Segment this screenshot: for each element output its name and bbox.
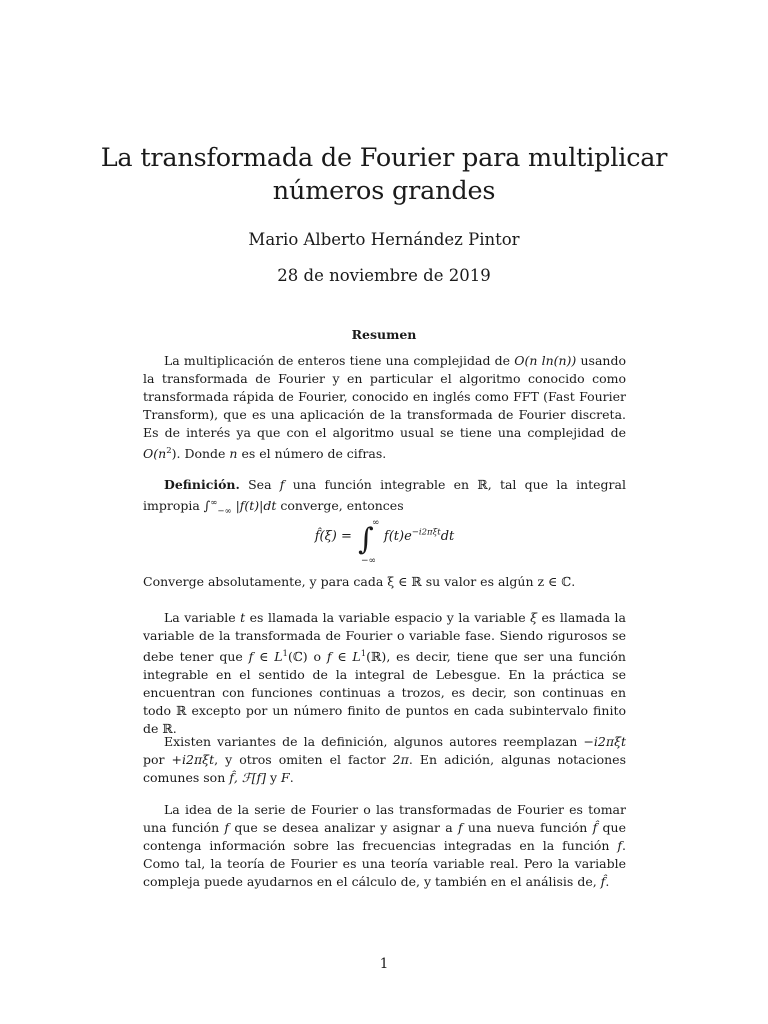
math-run: F <box>281 770 290 785</box>
math-run: (ℝ) <box>366 649 387 665</box>
text-run: una función integrable en ℝ, tal que la integral impropia <box>143 477 626 514</box>
text-run: que contenga información sobre las frecuencias integradas en la función <box>143 820 626 853</box>
math-run: f̂, ℱ[f] <box>229 770 267 785</box>
text-run: . <box>605 874 610 889</box>
math-run: f ∈ L <box>248 649 283 665</box>
differential: dt <box>440 529 455 544</box>
text-run: La idea de la serie de Fourier o las transformadas de Fourier es tomar una función <box>143 802 626 835</box>
math-run: f <box>224 820 230 835</box>
paragraph-fourier-idea <box>143 801 626 891</box>
text-run: converge, entonces <box>276 498 404 514</box>
math-run: f <box>617 838 623 853</box>
fourier-transform-equation <box>143 518 626 566</box>
math-run: ξ <box>530 610 538 625</box>
paragraph-variables <box>143 609 626 738</box>
definition-label: Definición. <box>164 477 240 492</box>
text-run: . Donde <box>176 446 230 462</box>
math-run: O(n <box>143 446 167 462</box>
exponent: −i2πξt <box>411 527 441 538</box>
math-superscript: 1 <box>282 649 288 659</box>
text-run: La multiplicación de enteros tiene una complejidad de <box>164 353 515 368</box>
text-run: que se desea analizar y asignar a <box>229 820 458 835</box>
math-run: n <box>229 446 238 462</box>
upper-limit: ∞ <box>372 518 380 528</box>
text-run: por <box>143 752 172 767</box>
text-run: es llamada la variable espacio y la variable <box>245 610 531 625</box>
math-run: f̂ <box>600 874 606 889</box>
math-run: f̂ <box>592 820 598 835</box>
math-run: t <box>240 610 246 625</box>
publication-date: 28 de noviembre de 2019 <box>277 266 491 285</box>
integrand: f(t)e <box>383 529 412 544</box>
lower-limit: −∞ <box>361 556 377 566</box>
text-run: una nueva función <box>462 820 593 835</box>
paper-title: La transformada de Fourier para multiplicar números grandes <box>100 143 668 206</box>
math-superscript: 1 <box>360 649 367 659</box>
abstract-heading: Resumen <box>351 327 417 342</box>
integral-glyph: ∫ <box>358 522 374 557</box>
math-run: O(n ln(n)) <box>514 353 577 368</box>
math-run: f ∈ L <box>326 649 361 665</box>
convergence-sentence: Converge absolutamente, y para cada ξ ∈ ℝ su valor es algún z ∈ ℂ. <box>143 574 576 589</box>
text-run: La variable <box>164 610 241 625</box>
math-run: +i2πξt <box>171 752 215 767</box>
math-run: |f(t)|dt <box>231 498 277 514</box>
text-run: , es decir, tiene que ser una función integrable en el sentido de la integral de Lebesgue. En la práctica se encuentran con funciones continuas a trozos, es decir, son continuas en todo ℝ excepto por un número finito de puntos en cada subintervalo finito de ℝ. <box>143 649 626 737</box>
math-superscript: 2 <box>166 446 172 456</box>
text-run: es el número de cifras. <box>237 446 387 462</box>
text-run: o <box>307 649 327 665</box>
math-run: 2π <box>392 752 409 767</box>
text-run: , y otros omiten el factor <box>214 752 393 767</box>
integral-symbol: ∫ <box>203 498 211 514</box>
equation-lhs: f̂(ξ) = <box>314 529 356 544</box>
math-run: (ℂ) <box>287 649 308 665</box>
math-run: ) <box>171 446 177 462</box>
text-run: . Como tal, la teoría de Fourier es una teoría variable real. Pero la variable compleja puede ayudarnos en el cálculo de, y también en el análisis de, <box>143 838 626 889</box>
text-run: Sea <box>239 477 280 492</box>
paragraph-variants <box>143 733 626 787</box>
math-run: −i2πξt <box>583 734 626 749</box>
text-run: . En adición, algunas notaciones comunes son <box>143 752 626 785</box>
text-run: . <box>289 770 294 785</box>
page-number: 1 <box>379 956 389 972</box>
text-run: usando la transformada de Fourier y en particular el algoritmo conocido como transformada rápida de Fourier, conocido en inglés como FFT (Fast Fourier Transform), que es una aplicación de la transformada de Fourier discreta. Es de interés ya que con el algoritmo usual se tiene una complejidad de <box>143 353 626 440</box>
text-run: y <box>266 770 282 785</box>
abstract-body <box>143 352 626 463</box>
math-subscript: −∞ <box>217 506 232 517</box>
math-run: f <box>279 477 285 492</box>
math-superscript: ∞ <box>210 498 218 508</box>
text-run: es llamada la variable de la transformada de Fourier o variable fase. Siendo rigurosos se debe tener que <box>143 610 626 665</box>
author-name: Mario Alberto Hernández Pintor <box>248 230 520 249</box>
definition-paragraph <box>143 476 626 521</box>
math-run: f <box>458 820 463 835</box>
integral-symbol <box>358 518 380 566</box>
text-run: Existen variantes de la definición, algunos autores reemplazan <box>164 734 584 749</box>
